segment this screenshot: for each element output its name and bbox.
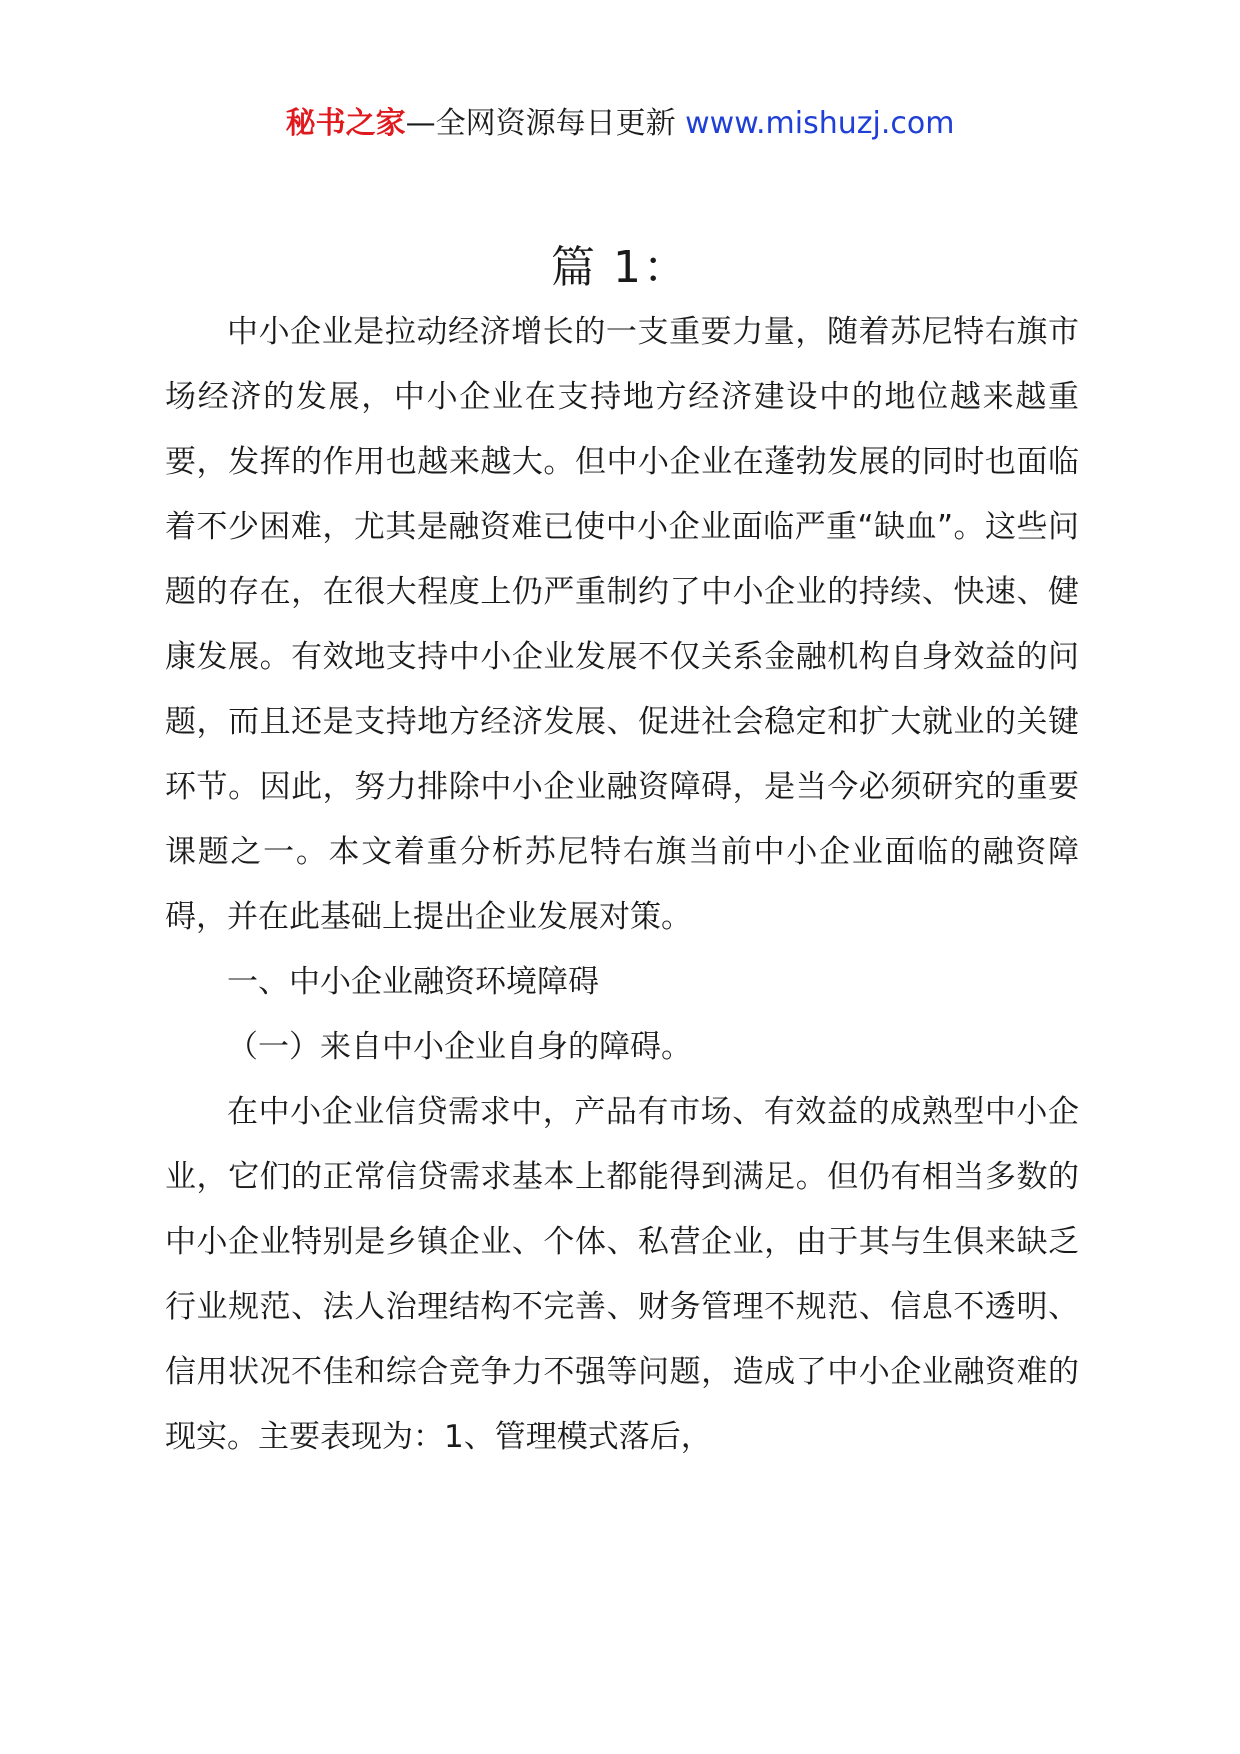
- site-url-link[interactable]: www.mishuzj.com: [685, 106, 955, 141]
- heading-section-1: 一、中小企业融资环境障碍: [227, 964, 599, 1000]
- document-body: [165, 300, 1079, 1470]
- intro-paragraph: 中小企业是拉动经济增长的一支重要力量，随着苏尼特右旗市场经济的发展，中小企业在支持地方经济建设中的地位越来越重要，发挥的作用也越来越大。但中小企业在蓬勃发展的同时也面临着不少困难，尤其是融资难已使中小企业面临严重“缺血”。这些问题的存在，在很大程度上仍严重制约了中小企业的持续、快速、健康发展。有效地支持中小企业发展不仅关系金融机构自身效益的问题，而且还是支持地方经济发展、促进社会稳定和扩大就业的关键环节。因此，努力排除中小企业融资障碍，是当今必须研究的重要课题之一。本文着重分析苏尼特右旗当前中小企业面临的融资障碍，并在此基础上提出企业发展对策。: [165, 314, 1079, 935]
- brand-name: 秘书之家: [285, 106, 406, 141]
- header-tagline: —全网资源每日更新: [405, 106, 676, 141]
- site-header: [0, 100, 1240, 148]
- subheading-1: （一）来自中小企业自身的障碍。: [227, 1029, 692, 1065]
- body-paragraph: 在中小企业信贷需求中，产品有市场、有效益的成熟型中小企业，它们的正常信贷需求基本上都能得到满足。但仍有相当多数的中小企业特别是乡镇企业、个体、私营企业，由于其与生俱来缺乏行业规范、法人治理结构不完善、财务管理不规范、信息不透明、信用状况不佳和综合竞争力不强等问题，造成了中小企业融资难的现实。主要表现为：1、管理模式落后，: [165, 1094, 1079, 1455]
- section-title: 篇 1：: [551, 242, 689, 293]
